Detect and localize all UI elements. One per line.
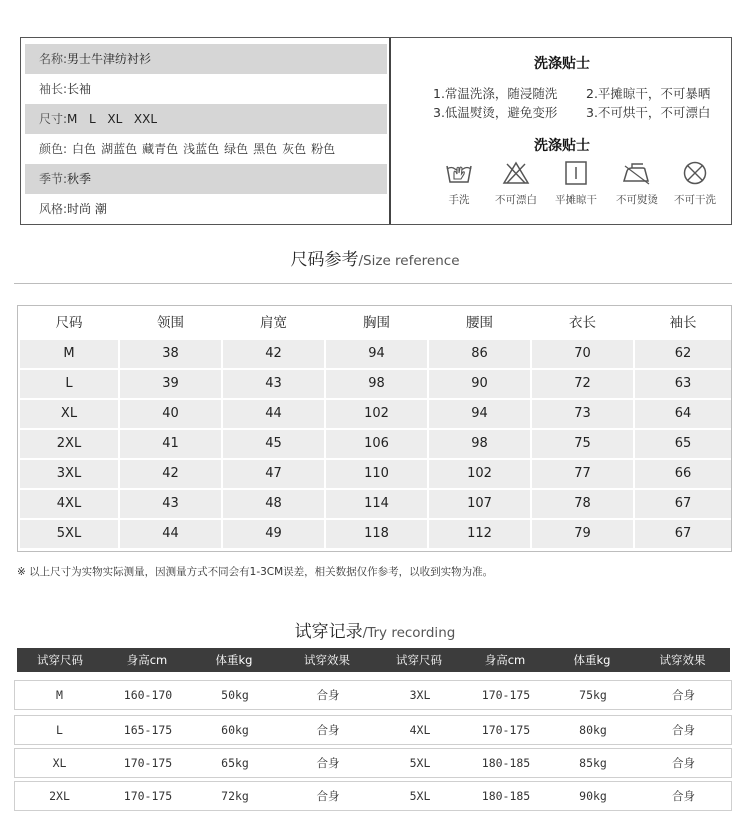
- table-cell: 79: [532, 520, 633, 548]
- spec-label: 颜色:: [39, 142, 68, 156]
- color-option: 白色: [72, 142, 97, 156]
- table-cell: 78: [532, 490, 633, 518]
- size-table: [17, 305, 732, 552]
- table-cell: 94: [326, 340, 427, 368]
- no-iron-icon: [621, 160, 653, 186]
- column-header: 试穿尺码: [37, 653, 83, 667]
- table-row: [14, 781, 732, 811]
- column-header: 肩宽: [223, 309, 324, 337]
- spec-label: 风格:: [39, 202, 68, 216]
- table-cell: 2XL: [20, 430, 118, 458]
- no-dry-clean-icon: [680, 160, 710, 186]
- table-row: [20, 400, 731, 428]
- table-cell: 114: [326, 490, 427, 518]
- table-cell: 42: [223, 340, 324, 368]
- table-cell: 110: [326, 460, 427, 488]
- table-cell: 4XL: [20, 490, 118, 518]
- dry-flat-icon: [561, 160, 591, 186]
- table-cell: 3XL: [20, 460, 118, 488]
- table-cell: L: [20, 370, 118, 398]
- care-icon-item: [607, 160, 667, 207]
- column-header: 身高cm: [484, 653, 526, 667]
- table-row: [14, 680, 732, 710]
- spec-value: 时尚 潮: [67, 202, 107, 216]
- table-cell: L: [56, 723, 63, 737]
- table-cell: XL: [20, 400, 118, 428]
- table-cell: 73: [532, 400, 633, 428]
- no-bleach-icon: [501, 160, 531, 186]
- table-cell: 107: [429, 490, 530, 518]
- table-cell: 41: [120, 430, 221, 458]
- table-cell: XL: [52, 756, 67, 770]
- spec-value: 长袖: [67, 82, 92, 96]
- table-cell: 40: [120, 400, 221, 428]
- color-option: 浅蓝色: [183, 142, 220, 156]
- try-recording-heading: [0, 617, 750, 642]
- table-cell: 44: [223, 400, 324, 428]
- spec-row-season: [25, 164, 387, 194]
- column-header: 试穿尺码: [396, 653, 442, 667]
- table-cell: 170-175: [123, 789, 173, 803]
- table-row: [14, 748, 732, 778]
- column-header: 胸围: [326, 309, 427, 337]
- table-cell: 77: [532, 460, 633, 488]
- column-header: 尺码: [20, 309, 118, 337]
- table-cell: 90: [429, 370, 530, 398]
- table-cell: 165-175: [123, 723, 173, 737]
- care-title: 洗涤贴士: [534, 56, 590, 72]
- care-tip: 2.平摊晾干，不可暴晒: [586, 86, 711, 101]
- table-cell: 75kg: [579, 688, 607, 702]
- size-reference-heading: [0, 245, 750, 270]
- table-cell: 合身: [672, 723, 695, 737]
- care-line: [433, 84, 711, 102]
- table-cell: 94: [429, 400, 530, 428]
- color-option: 藏青色: [142, 142, 179, 156]
- table-row: [20, 460, 731, 488]
- table-cell: 160-170: [123, 688, 173, 702]
- table-cell: 70: [532, 340, 633, 368]
- care-icon-caption: 不可漂白: [495, 194, 537, 206]
- table-cell: 43: [120, 490, 221, 518]
- spec-row-sleeve: [25, 74, 387, 104]
- table-cell: 66: [635, 460, 731, 488]
- table-row: [14, 715, 732, 745]
- size-table-header: [20, 309, 731, 337]
- table-cell: 170-175: [123, 756, 173, 770]
- table-row: [20, 520, 731, 548]
- column-header: 试穿效果: [659, 653, 706, 667]
- table-cell: 43: [223, 370, 324, 398]
- column-header: 腰围: [429, 309, 530, 337]
- spec-value: 男士牛津纺衬衫: [67, 52, 152, 66]
- color-option: 绿色: [224, 142, 249, 156]
- care-line: [433, 103, 711, 121]
- table-cell: 2XL: [49, 789, 70, 803]
- care-icon-caption: 不可熨烫: [616, 194, 658, 206]
- table-cell: 49: [223, 520, 324, 548]
- table-cell: 67: [635, 520, 731, 548]
- table-cell: 65kg: [221, 756, 249, 770]
- table-row: [20, 370, 731, 398]
- spec-label: 名称:: [39, 52, 68, 66]
- spec-label: 袖长:: [39, 82, 68, 96]
- table-cell: 170-175: [481, 688, 531, 702]
- table-cell: 合身: [672, 789, 695, 803]
- care-icon-caption: 手洗: [448, 194, 470, 206]
- spec-label: 尺寸:: [39, 112, 68, 126]
- table-cell: 48: [223, 490, 324, 518]
- table-row: [20, 430, 731, 458]
- spec-row-name: [25, 44, 387, 74]
- table-cell: 合身: [316, 756, 340, 770]
- table-cell: 47: [223, 460, 324, 488]
- care-icon-item: [665, 160, 725, 207]
- table-cell: 50kg: [221, 688, 249, 702]
- product-info-box: [20, 37, 732, 225]
- table-cell: 5XL: [409, 789, 431, 803]
- heading-zh: 尺码参考: [290, 250, 359, 270]
- care-icon-item: [546, 160, 606, 207]
- care-icon-item: [486, 160, 546, 207]
- heading-en: /Size reference: [358, 253, 460, 269]
- color-option: 粉色: [311, 142, 336, 156]
- color-option: 灰色: [282, 142, 307, 156]
- column-header: 身高cm: [126, 653, 168, 667]
- table-row: [20, 490, 731, 518]
- table-cell: 44: [120, 520, 221, 548]
- table-cell: 118: [326, 520, 427, 548]
- table-cell: 63: [635, 370, 731, 398]
- heading-zh: 试穿记录: [294, 622, 363, 642]
- table-cell: 5XL: [20, 520, 118, 548]
- care-tip: 3.不可烘干，不可漂白: [586, 105, 711, 120]
- table-cell: 67: [635, 490, 731, 518]
- table-cell: 38: [120, 340, 221, 368]
- hand-wash-icon: [444, 160, 474, 186]
- table-cell: 180-185: [481, 756, 531, 770]
- table-cell: 65: [635, 430, 731, 458]
- vertical-divider: [389, 38, 391, 224]
- table-cell: 62: [635, 340, 731, 368]
- table-cell: 112: [429, 520, 530, 548]
- table-cell: 72: [532, 370, 633, 398]
- table-cell: 39: [120, 370, 221, 398]
- table-cell: M: [56, 688, 63, 702]
- table-cell: 4XL: [409, 723, 431, 737]
- column-header: 体重kg: [215, 653, 253, 667]
- table-cell: 64: [635, 400, 731, 428]
- column-header: 袖长: [635, 309, 731, 337]
- table-cell: 合身: [316, 723, 340, 737]
- measurement-note: ※ 以上尺寸为实物实际测量，因测量方式不同会有1-3CM误差，相关数据仅作参考，以收到实物为准。: [17, 566, 494, 578]
- spec-value: 秋季: [67, 172, 92, 186]
- table-cell: 合身: [316, 688, 340, 702]
- heading-en: /Try recording: [362, 625, 456, 641]
- table-cell: 60kg: [221, 723, 249, 737]
- table-cell: 85kg: [579, 756, 607, 770]
- spec-row-style: [25, 194, 387, 224]
- table-cell: 合身: [672, 688, 695, 702]
- spec-list: [25, 44, 387, 224]
- table-cell: 合身: [672, 756, 695, 770]
- spec-label: 季节:: [39, 172, 68, 186]
- table-cell: 72kg: [221, 789, 249, 803]
- spec-row-size: [25, 104, 387, 134]
- table-cell: 102: [326, 400, 427, 428]
- care-icons: [429, 160, 719, 215]
- table-cell: 3XL: [409, 688, 431, 702]
- color-option: 湖蓝色: [101, 142, 138, 156]
- table-cell: 86: [429, 340, 530, 368]
- table-row: [20, 340, 731, 368]
- table-cell: 98: [326, 370, 427, 398]
- table-cell: 98: [429, 430, 530, 458]
- care-tip: 3.低温熨烫，避免变形: [433, 105, 558, 120]
- table-cell: 180-185: [481, 789, 531, 803]
- section-divider: [14, 283, 732, 284]
- column-header: 体重kg: [573, 653, 611, 667]
- table-cell: M: [20, 340, 118, 368]
- table-cell: 90kg: [579, 789, 607, 803]
- spec-row-colors: [25, 134, 387, 164]
- color-option: 黑色: [253, 142, 278, 156]
- table-cell: 102: [429, 460, 530, 488]
- column-header: 衣长: [532, 309, 633, 337]
- column-header: 试穿效果: [304, 653, 350, 667]
- care-icon-caption: 不可干洗: [674, 194, 716, 206]
- table-cell: 75: [532, 430, 633, 458]
- table-cell: 5XL: [409, 756, 431, 770]
- spec-value: M L XL XXL: [67, 112, 158, 126]
- care-tips-panel: [393, 38, 731, 224]
- table-cell: 合身: [316, 789, 340, 803]
- try-table-header: [17, 648, 730, 672]
- table-cell: 42: [120, 460, 221, 488]
- care-icon-item: [429, 160, 489, 207]
- table-cell: 170-175: [481, 723, 531, 737]
- column-header: 领围: [120, 309, 221, 337]
- care-icon-caption: 平摊晾干: [555, 194, 597, 206]
- care-title: 洗涤贴士: [534, 138, 590, 154]
- care-tip: 1.常温洗涤，随浸随洗: [433, 86, 558, 101]
- table-cell: 80kg: [579, 723, 607, 737]
- table-cell: 106: [326, 430, 427, 458]
- table-cell: 45: [223, 430, 324, 458]
